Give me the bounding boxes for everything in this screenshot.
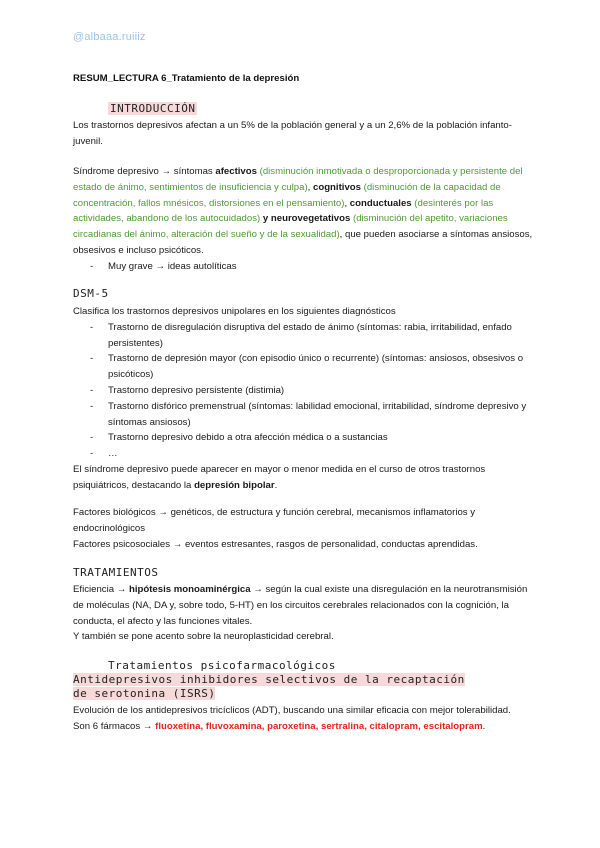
list-item: - Muy grave → ideas autolíticas [73,259,533,275]
hipotesis-pre: Eficiencia → [73,584,129,595]
neuroplasticidad-paragraph: Y también se pone acento sobre la neuroplasticidad cerebral. [73,631,334,643]
bipolar-bold: depresión bipolar [194,479,275,491]
dsm-intro: Clasifica los trastornos depresivos unipolares en los siguientes diagnósticos [73,306,396,317]
hipotesis-post: → según la cual existe una disregulación en la neurotransmisión de moléculas (NA, DA y, sobre todo, 5-HT) en los circuitos cerebrales relacionados con la cognición, la conducta, el afecto y las funciones vitales. [73,584,528,627]
list-item: - Trastorno depresivo persistente (distimia) [73,383,543,399]
factores-section [73,505,533,552]
list-item: - Trastorno disfórico premenstrual (síntomas: labilidad emocional, irritabilidad, síndrome depresivo y síntomas ansiosos) [73,399,543,431]
list-item: - … [73,446,543,462]
farmaco-sep: , [364,720,370,732]
author-handle: @albaaa.ruiiiz [73,31,146,43]
list-item: - Trastorno de disregulación disruptiva del estado de ánimo (síntomas: rabia, irritabilidad, enfado persistentes) [73,320,543,352]
intro-heading: INTRODUCCIÓN [110,102,196,115]
farmaco-sep: , [418,720,424,732]
bipolar-paragraph [73,462,543,494]
sep2: , [344,197,350,209]
farmacos-line [73,719,533,735]
neuro-desc: (disminución del apetito, variaciones circadianas del ánimo, alteración del sueño y de la sexualidad) [73,213,508,241]
farmaco-fluoxetina: fluoxetina [155,720,201,732]
dsm-list [73,320,543,462]
sindrome-tail: , que pueden asociarse a síntomas ansiosos, obsesivos e incluso psicóticos. [73,229,533,256]
psicofarmacologicos-heading: Tratamientos psicofarmacológicos [108,659,336,672]
dsm-heading: DSM-5 [73,287,109,300]
neuro-label: neurovegetativos [270,213,351,225]
dsm-section [73,304,543,494]
conductuales-desc: (desinterés por las actividades, abandono de los autocuidados) [73,197,494,225]
farmaco-fluvoxamina: fluvoxamina [205,720,262,732]
sep1: , [307,181,313,193]
farmacos-end: . [482,720,486,732]
hipotesis-bold: hipótesis monoaminérgica [128,584,251,595]
factores-biologicos: Factores biológicos → genéticos, de estructura y función cerebral, mecanismos inflamatorios y endocrinológicos [73,507,476,534]
list-item: - Trastorno de depresión mayor (con episodio único o recurrente) (síntomas: ansiosos, obsesivos o psicóticos) [73,351,543,383]
isrs-paragraph: Evolución de los antidepresivos tricíclicos (ADT), buscando una similar eficacia con mejor tolerabilidad. [73,705,511,716]
sindrome-paragraph [73,164,533,259]
bipolar-pre: El síndrome depresivo puede aparecer en mayor o menor medida en el curso de otros trastornos psiquiátricos, destacando la [73,463,486,491]
isrs-heading-text: Antidepresivos inhibidores selectivos de la recaptación de serotonina (ISRS) [73,673,465,700]
farmaco-paroxetina: paroxetina [267,720,316,732]
farmaco-sep: , [261,720,268,732]
list-item: - Trastorno depresivo debido a otra afección médica o a sustancias [73,430,543,446]
isrs-section [73,703,533,735]
hipotesis-paragraph [73,582,533,629]
farmaco-sertralina: sertralina [320,720,365,732]
intro-bullets [73,259,533,275]
farmaco-escitalopram: escitalopram [423,720,483,732]
farmaco-sep: , [200,720,206,732]
afectivos-label: afectivos [215,166,257,177]
bipolar-post: . [274,479,278,491]
tratamientos-heading: TRATAMIENTOS [73,566,159,579]
isrs-heading [73,673,473,701]
cognitivos-label: cognitivos [313,181,361,193]
farmaco-sep: , [315,720,321,732]
conductuales-label: conductuales [349,197,412,209]
intro-paragraph: Los trastornos depresivos afectan a un 5% de la población general y a un 2,6% de la población infanto-juvenil. [73,120,512,147]
y-connector: y [260,213,271,225]
cognitivos-desc: (disminución de la capacidad de concentración, fallos mnésicos, distorsiones en el pensamiento) [73,181,501,209]
farmacos-pre: Son 6 fármacos → [73,720,156,732]
sindrome-lead: Síndrome depresivo → síntomas [73,166,216,177]
tratamientos-section [73,582,533,645]
afectivos-desc: (disminución inmotivada o desproporcionada y persistente del estado de ánimo, sentimientos de insuficiencia y culpa) [73,166,523,193]
factores-psicosociales: Factores psicosociales → eventos estresantes, rasgos de personalidad, conductas aprendidas. [73,538,478,550]
farmaco-citalopram: citalopram [369,720,419,732]
document-title: RESUM_LECTURA 6_Tratamiento de la depresión [73,73,300,84]
